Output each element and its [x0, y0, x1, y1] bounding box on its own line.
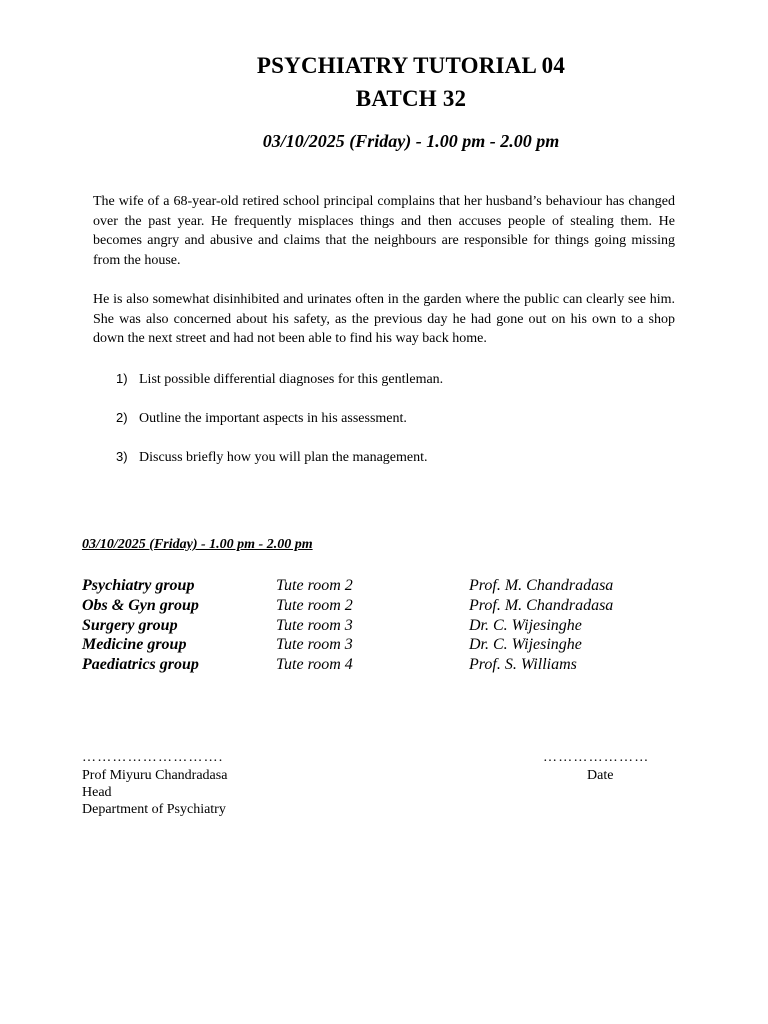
- group-row: [82, 577, 682, 597]
- group-row: [82, 597, 682, 617]
- question-item: [116, 447, 428, 467]
- question-number: 3): [116, 449, 128, 464]
- group-name: Paediatrics group: [82, 656, 199, 673]
- group-room: Tute room 2: [276, 577, 353, 594]
- group-room: Tute room 2: [276, 597, 353, 614]
- date-label: Date: [587, 768, 614, 783]
- group-room: Tute room 3: [276, 636, 353, 653]
- question-number: 1): [116, 371, 128, 386]
- signatory-department: Department of Psychiatry: [82, 802, 226, 817]
- group-name: Medicine group: [82, 636, 187, 653]
- tutorial-title: PSYCHIATRY TUTORIAL 04: [256, 53, 566, 78]
- group-staff: Prof. M. Chandradasa: [469, 577, 614, 594]
- group-staff: Dr. C. Wijesinghe: [469, 617, 582, 634]
- schedule-heading: 03/10/2025 (Friday) - 1.00 pm - 2.00 pm: [82, 537, 313, 552]
- signatory-position: Head: [82, 785, 112, 800]
- question-text: Discuss briefly how you will plan the management.: [139, 450, 428, 465]
- group-name: Psychiatry group: [82, 577, 195, 594]
- group-staff: Prof. S. Williams: [469, 656, 577, 673]
- group-name: Obs & Gyn group: [82, 597, 199, 614]
- group-row: [82, 636, 682, 656]
- case-paragraph-1: The wife of a 68-year-old retired school principal complains that her husband’s behaviour has changed over the past year. He frequently misplaces things and then accuses people of stealing them. He becomes angry and abusive and claims that the neighbours are responsible for things going missing from the house.: [93, 194, 675, 268]
- question-text: Outline the important aspects in his assessment.: [139, 411, 407, 426]
- group-row: [82, 656, 682, 676]
- question-text: List possible differential diagnoses for this gentleman.: [139, 372, 444, 387]
- question-number: 2): [116, 410, 128, 425]
- date-line: …………………: [543, 750, 650, 765]
- group-staff: Prof. M. Chandradasa: [469, 597, 614, 614]
- batch-title: BATCH 32: [355, 86, 467, 111]
- group-name: Surgery group: [82, 617, 178, 634]
- session-datetime: 03/10/2025 (Friday) - 1.00 pm - 2.00 pm: [262, 131, 560, 151]
- group-room: Tute room 3: [276, 617, 353, 634]
- question-item: [116, 408, 407, 428]
- question-item: [116, 369, 443, 389]
- group-staff: Dr. C. Wijesinghe: [469, 636, 582, 653]
- group-row: [82, 617, 682, 637]
- signature-line: ……………………….: [82, 750, 224, 765]
- case-paragraph-2: He is also somewhat disinhibited and urinates often in the garden where the public can clearly see him. She was also concerned about his safety, as the previous day he had gone out on his own to a shop down the next street and had not been able to find his way back home.: [93, 292, 675, 346]
- signatory-name: Prof Miyuru Chandradasa: [82, 768, 228, 783]
- group-room: Tute room 4: [276, 656, 353, 673]
